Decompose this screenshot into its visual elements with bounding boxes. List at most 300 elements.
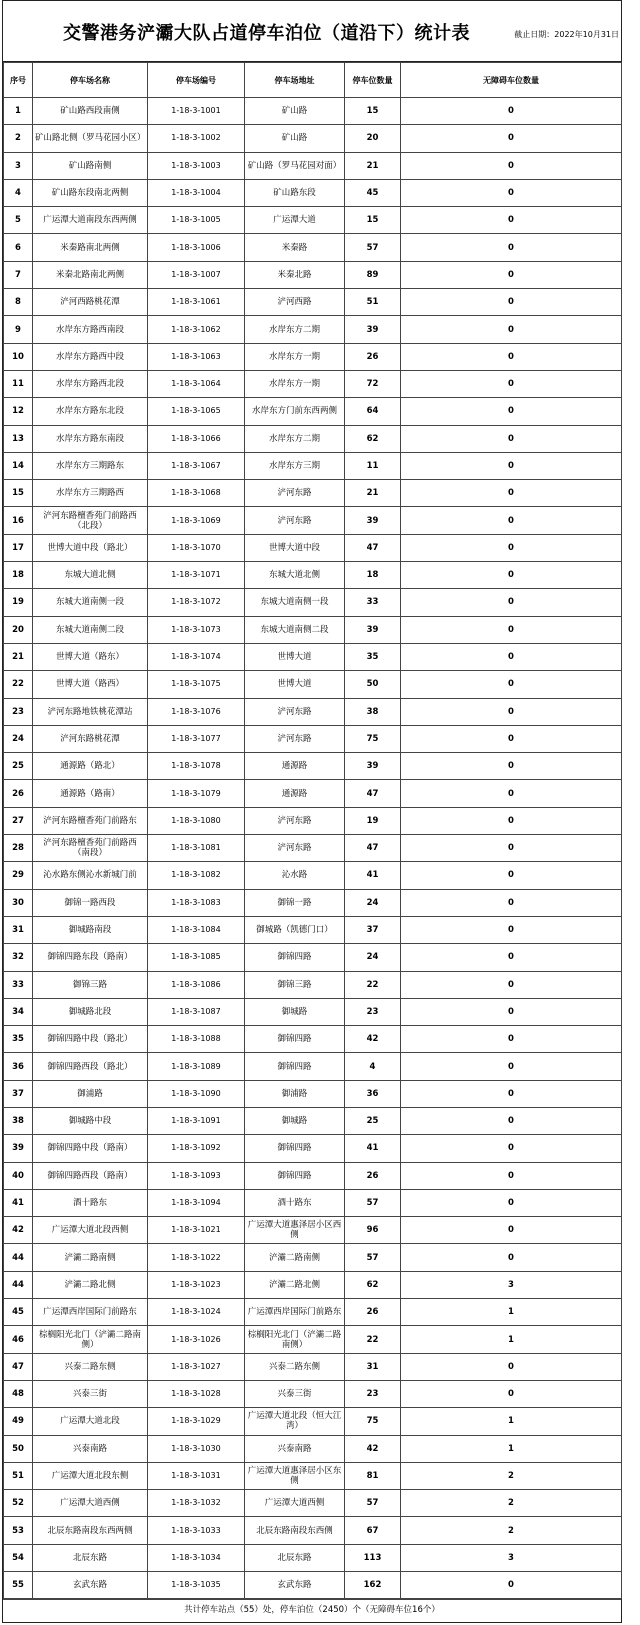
cell-seq: 54 <box>4 1544 33 1571</box>
cell-code: 1-18-3-1070 <box>148 534 245 561</box>
cell-seq: 25 <box>4 753 33 780</box>
cell-seq: 18 <box>4 562 33 589</box>
cell-code: 1-18-3-1069 <box>148 507 245 534</box>
cell-code: 1-18-3-1023 <box>148 1271 245 1298</box>
cell-code: 1-18-3-1066 <box>148 425 245 452</box>
cell-code: 1-18-3-1074 <box>148 643 245 670</box>
cell-spaces: 20 <box>345 125 401 152</box>
cell-spaces: 39 <box>345 753 401 780</box>
cell-code: 1-18-3-1021 <box>148 1217 245 1244</box>
cell-accessible: 0 <box>401 207 622 234</box>
table-row <box>4 289 622 316</box>
cell-spaces: 42 <box>345 1435 401 1462</box>
cell-accessible: 0 <box>401 944 622 971</box>
column-header-address: 停车场地址 <box>245 63 345 98</box>
cell-name: 水岸东方路东南段 <box>33 425 148 452</box>
cell-name: 矿山路东段南北两侧 <box>33 179 148 206</box>
cell-accessible: 0 <box>401 807 622 834</box>
cell-code: 1-18-3-1079 <box>148 780 245 807</box>
cell-address: 矿山路东段 <box>245 179 345 206</box>
cell-address: 广运潭大道西侧 <box>245 1490 345 1517</box>
cell-code: 1-18-3-1005 <box>148 207 245 234</box>
cell-seq: 5 <box>4 207 33 234</box>
cell-name: 浐河东路檀香苑门前路西（北段） <box>33 507 148 534</box>
table-row <box>4 507 622 534</box>
cell-accessible: 0 <box>401 179 622 206</box>
cell-code: 1-18-3-1001 <box>148 98 245 125</box>
cell-address: 浐河东路 <box>245 725 345 752</box>
cell-seq: 12 <box>4 398 33 425</box>
cell-spaces: 26 <box>345 1162 401 1189</box>
cell-address: 水岸东方一期 <box>245 370 345 397</box>
cell-code: 1-18-3-1071 <box>148 562 245 589</box>
cell-code: 1-18-3-1078 <box>148 753 245 780</box>
cell-spaces: 57 <box>345 234 401 261</box>
cell-accessible: 0 <box>401 1107 622 1134</box>
cell-accessible: 0 <box>401 753 622 780</box>
cell-address: 兴泰二路东侧 <box>245 1353 345 1380</box>
cell-name: 米秦路南北两侧 <box>33 234 148 261</box>
cell-spaces: 45 <box>345 179 401 206</box>
cell-address: 兴泰三街 <box>245 1380 345 1407</box>
cell-seq: 33 <box>4 971 33 998</box>
cell-spaces: 75 <box>345 725 401 752</box>
cell-seq: 15 <box>4 480 33 507</box>
table-row <box>4 1462 622 1489</box>
cell-code: 1-18-3-1004 <box>148 179 245 206</box>
cell-address: 御浦路 <box>245 1080 345 1107</box>
cell-seq: 23 <box>4 698 33 725</box>
cell-code: 1-18-3-1073 <box>148 616 245 643</box>
cell-accessible: 0 <box>401 1217 622 1244</box>
cell-seq: 2 <box>4 125 33 152</box>
cell-seq: 34 <box>4 998 33 1025</box>
table-row <box>4 1053 622 1080</box>
cell-code: 1-18-3-1089 <box>148 1053 245 1080</box>
cell-seq: 32 <box>4 944 33 971</box>
cell-accessible: 1 <box>401 1326 622 1353</box>
cell-name: 北辰东路南段东西两侧 <box>33 1517 148 1544</box>
table-row <box>4 1353 622 1380</box>
cell-accessible: 0 <box>401 1353 622 1380</box>
cell-spaces: 47 <box>345 534 401 561</box>
cell-name: 通源路（路南） <box>33 780 148 807</box>
cell-name: 御浦路 <box>33 1080 148 1107</box>
cell-name: 东城大道南侧二段 <box>33 616 148 643</box>
table-row <box>4 1244 622 1271</box>
cell-address: 御锦四路 <box>245 1053 345 1080</box>
statistics-sheet <box>2 0 622 1623</box>
cell-code: 1-18-3-1093 <box>148 1162 245 1189</box>
cell-address: 浐河东路 <box>245 835 345 862</box>
column-header-accessible: 无障碍车位数量 <box>401 63 622 98</box>
cell-name: 御城路北段 <box>33 998 148 1025</box>
cell-spaces: 81 <box>345 1462 401 1489</box>
cell-accessible: 0 <box>401 125 622 152</box>
cell-accessible: 0 <box>401 370 622 397</box>
cell-spaces: 23 <box>345 998 401 1025</box>
cell-address: 酒十路东 <box>245 1189 345 1216</box>
cell-spaces: 67 <box>345 1517 401 1544</box>
cell-accessible: 2 <box>401 1490 622 1517</box>
cell-name: 水岸东方路西中段 <box>33 343 148 370</box>
cell-spaces: 22 <box>345 971 401 998</box>
table-row <box>4 1162 622 1189</box>
table-row <box>4 671 622 698</box>
cell-address: 御城路（凯德门口） <box>245 916 345 943</box>
cell-accessible: 0 <box>401 780 622 807</box>
cell-address: 水岸东方二期 <box>245 425 345 452</box>
cell-accessible: 0 <box>401 862 622 889</box>
cell-code: 1-18-3-1026 <box>148 1326 245 1353</box>
cell-accessible: 0 <box>401 425 622 452</box>
page-title: 交警港务浐灞大队占道停车泊位（道沿下）统计表 <box>63 23 470 44</box>
cell-address: 浐河东路 <box>245 507 345 534</box>
cell-name: 兴泰二路东侧 <box>33 1353 148 1380</box>
cell-spaces: 18 <box>345 562 401 589</box>
cell-code: 1-18-3-1003 <box>148 152 245 179</box>
cell-accessible: 0 <box>401 234 622 261</box>
cell-code: 1-18-3-1035 <box>148 1572 245 1599</box>
cell-seq: 13 <box>4 425 33 452</box>
cell-spaces: 38 <box>345 698 401 725</box>
cell-spaces: 39 <box>345 616 401 643</box>
table-row <box>4 1217 622 1244</box>
cell-spaces: 39 <box>345 316 401 343</box>
cell-address: 世博大道中段 <box>245 534 345 561</box>
table-row <box>4 370 622 397</box>
table-row <box>4 1490 622 1517</box>
cell-name: 浐河东路地铁桃花潭站 <box>33 698 148 725</box>
cell-spaces: 39 <box>345 507 401 534</box>
cell-accessible: 0 <box>401 1026 622 1053</box>
cell-spaces: 64 <box>345 398 401 425</box>
table-header-row <box>4 63 622 98</box>
cell-spaces: 51 <box>345 289 401 316</box>
table-row <box>4 261 622 288</box>
cell-code: 1-18-3-1064 <box>148 370 245 397</box>
cell-address: 矿山路（罗马花园对面） <box>245 152 345 179</box>
cell-name: 沁水路东侧沁水新城门前 <box>33 862 148 889</box>
cell-code: 1-18-3-1032 <box>148 1490 245 1517</box>
cell-name: 御锦三路 <box>33 971 148 998</box>
cell-name: 御锦一路西段 <box>33 889 148 916</box>
cell-seq: 38 <box>4 1107 33 1134</box>
table-row <box>4 152 622 179</box>
cell-accessible: 2 <box>401 1462 622 1489</box>
cell-address: 浐河东路 <box>245 480 345 507</box>
cell-spaces: 33 <box>345 589 401 616</box>
table-row <box>4 616 622 643</box>
cell-accessible: 0 <box>401 507 622 534</box>
cell-address: 广运潭大道惠泽居小区东侧 <box>245 1462 345 1489</box>
cell-code: 1-18-3-1076 <box>148 698 245 725</box>
cell-name: 御锦四路中段（路北） <box>33 1026 148 1053</box>
cell-name: 浐灞二路北侧 <box>33 1271 148 1298</box>
table-row <box>4 1135 622 1162</box>
cell-accessible: 1 <box>401 1408 622 1435</box>
cell-address: 东城大道南侧一段 <box>245 589 345 616</box>
table-row <box>4 971 622 998</box>
cell-address: 北辰东路 <box>245 1544 345 1571</box>
column-header-name: 停车场名称 <box>33 63 148 98</box>
cell-code: 1-18-3-1081 <box>148 835 245 862</box>
cell-spaces: 26 <box>345 1299 401 1326</box>
table-row <box>4 807 622 834</box>
cell-code: 1-18-3-1006 <box>148 234 245 261</box>
cell-seq: 30 <box>4 889 33 916</box>
cell-spaces: 22 <box>345 1326 401 1353</box>
cell-code: 1-18-3-1077 <box>148 725 245 752</box>
cell-name: 矿山路西段南侧 <box>33 98 148 125</box>
cell-spaces: 50 <box>345 671 401 698</box>
cell-name: 通源路（路北） <box>33 753 148 780</box>
cell-address: 矿山路 <box>245 98 345 125</box>
cell-seq: 45 <box>4 1299 33 1326</box>
cell-name: 浐灞二路南侧 <box>33 1244 148 1271</box>
cell-accessible: 3 <box>401 1544 622 1571</box>
cell-spaces: 19 <box>345 807 401 834</box>
cell-accessible: 0 <box>401 261 622 288</box>
cell-accessible: 0 <box>401 889 622 916</box>
cell-accessible: 0 <box>401 98 622 125</box>
table-row <box>4 452 622 479</box>
cell-code: 1-18-3-1083 <box>148 889 245 916</box>
cell-accessible: 0 <box>401 1080 622 1107</box>
cell-accessible: 0 <box>401 1572 622 1599</box>
cell-seq: 49 <box>4 1408 33 1435</box>
cell-seq: 1 <box>4 98 33 125</box>
cell-accessible: 0 <box>401 916 622 943</box>
cell-address: 御城路 <box>245 998 345 1025</box>
cell-spaces: 11 <box>345 452 401 479</box>
cell-address: 世博大道 <box>245 671 345 698</box>
cell-spaces: 62 <box>345 1271 401 1298</box>
cell-seq: 39 <box>4 1135 33 1162</box>
cell-address: 浐河东路 <box>245 698 345 725</box>
cell-accessible: 2 <box>401 1517 622 1544</box>
cell-name: 水岸东方路西南段 <box>33 316 148 343</box>
cell-spaces: 24 <box>345 889 401 916</box>
cell-accessible: 3 <box>401 1271 622 1298</box>
cell-code: 1-18-3-1068 <box>148 480 245 507</box>
cell-accessible: 0 <box>401 589 622 616</box>
cell-code: 1-18-3-1063 <box>148 343 245 370</box>
table-row <box>4 179 622 206</box>
cell-name: 广运潭大道北段西侧 <box>33 1217 148 1244</box>
cell-code: 1-18-3-1022 <box>148 1244 245 1271</box>
cell-spaces: 15 <box>345 207 401 234</box>
cell-seq: 53 <box>4 1517 33 1544</box>
table-body <box>4 98 622 1599</box>
cell-spaces: 24 <box>345 944 401 971</box>
cell-seq: 48 <box>4 1380 33 1407</box>
cell-spaces: 47 <box>345 835 401 862</box>
cell-seq: 7 <box>4 261 33 288</box>
cell-address: 广运潭大道 <box>245 207 345 234</box>
table-row <box>4 1408 622 1435</box>
cell-name: 世博大道（路东） <box>33 643 148 670</box>
cell-name: 浐河东路桃花潭 <box>33 725 148 752</box>
cell-spaces: 96 <box>345 1217 401 1244</box>
cell-name: 浐河东路檀香苑门前路西（南段） <box>33 835 148 862</box>
table-row <box>4 398 622 425</box>
parking-table <box>3 62 622 1599</box>
cell-address: 水岸东方一期 <box>245 343 345 370</box>
cell-seq: 31 <box>4 916 33 943</box>
table-row <box>4 916 622 943</box>
cell-seq: 26 <box>4 780 33 807</box>
table-row <box>4 1299 622 1326</box>
cell-address: 浐河西路 <box>245 289 345 316</box>
table-row <box>4 125 622 152</box>
cell-spaces: 57 <box>345 1189 401 1216</box>
cell-accessible: 0 <box>401 971 622 998</box>
cell-accessible: 0 <box>401 452 622 479</box>
cell-address: 御锦一路 <box>245 889 345 916</box>
cell-spaces: 31 <box>345 1353 401 1380</box>
cell-code: 1-18-3-1062 <box>148 316 245 343</box>
cell-seq: 14 <box>4 452 33 479</box>
table-row <box>4 835 622 862</box>
cell-address: 御锦四路 <box>245 944 345 971</box>
cell-seq: 6 <box>4 234 33 261</box>
cell-seq: 41 <box>4 1189 33 1216</box>
cell-spaces: 25 <box>345 1107 401 1134</box>
cell-seq: 46 <box>4 1326 33 1353</box>
cell-seq: 19 <box>4 589 33 616</box>
cell-seq: 10 <box>4 343 33 370</box>
cell-accessible: 0 <box>401 289 622 316</box>
cell-accessible: 0 <box>401 671 622 698</box>
cell-code: 1-18-3-1087 <box>148 998 245 1025</box>
cell-seq: 37 <box>4 1080 33 1107</box>
cell-code: 1-18-3-1030 <box>148 1435 245 1462</box>
cell-name: 御锦四路中段（路南） <box>33 1135 148 1162</box>
cell-code: 1-18-3-1061 <box>148 289 245 316</box>
column-header-seq: 序号 <box>4 63 33 98</box>
cell-code: 1-18-3-1082 <box>148 862 245 889</box>
cell-accessible: 0 <box>401 152 622 179</box>
cell-spaces: 57 <box>345 1490 401 1517</box>
table-row <box>4 316 622 343</box>
cell-name: 御城路南段 <box>33 916 148 943</box>
cell-code: 1-18-3-1034 <box>148 1544 245 1571</box>
cell-accessible: 0 <box>401 698 622 725</box>
cell-seq: 40 <box>4 1162 33 1189</box>
cell-address: 棕榈阳光北门（浐灞二路南侧） <box>245 1326 345 1353</box>
cell-code: 1-18-3-1072 <box>148 589 245 616</box>
cell-seq: 16 <box>4 507 33 534</box>
cell-seq: 27 <box>4 807 33 834</box>
cell-name: 北辰东路 <box>33 1544 148 1571</box>
cell-code: 1-18-3-1028 <box>148 1380 245 1407</box>
cell-name: 世博大道中段（路北） <box>33 534 148 561</box>
cell-address: 御锦四路 <box>245 1135 345 1162</box>
cell-accessible: 0 <box>401 1135 622 1162</box>
cell-name: 水岸东方三期路东 <box>33 452 148 479</box>
cell-seq: 8 <box>4 289 33 316</box>
cell-spaces: 37 <box>345 916 401 943</box>
cell-spaces: 47 <box>345 780 401 807</box>
table-row <box>4 1026 622 1053</box>
cell-name: 御城路中段 <box>33 1107 148 1134</box>
cell-address: 世博大道 <box>245 643 345 670</box>
cutoff-date-label: 截止日期： <box>514 30 555 39</box>
cell-address: 米秦路 <box>245 234 345 261</box>
cell-name: 世博大道（路西） <box>33 671 148 698</box>
cell-seq: 51 <box>4 1462 33 1489</box>
cell-address: 浐河东路 <box>245 807 345 834</box>
cell-accessible: 0 <box>401 1244 622 1271</box>
cell-address: 广运潭大道北段（恒大江湾） <box>245 1408 345 1435</box>
cell-name: 酒十路东 <box>33 1189 148 1216</box>
cell-spaces: 113 <box>345 1544 401 1571</box>
cell-seq: 28 <box>4 835 33 862</box>
table-row <box>4 780 622 807</box>
cell-spaces: 42 <box>345 1026 401 1053</box>
cell-code: 1-18-3-1075 <box>148 671 245 698</box>
cell-spaces: 41 <box>345 1135 401 1162</box>
table-row <box>4 862 622 889</box>
cell-spaces: 57 <box>345 1244 401 1271</box>
cell-seq: 36 <box>4 1053 33 1080</box>
cell-code: 1-18-3-1091 <box>148 1107 245 1134</box>
cell-name: 广运潭大道北段 <box>33 1408 148 1435</box>
cell-seq: 3 <box>4 152 33 179</box>
cell-spaces: 4 <box>345 1053 401 1080</box>
table-row <box>4 207 622 234</box>
cell-accessible: 0 <box>401 1162 622 1189</box>
cell-spaces: 23 <box>345 1380 401 1407</box>
cell-spaces: 35 <box>345 643 401 670</box>
cell-code: 1-18-3-1085 <box>148 944 245 971</box>
cell-name: 兴泰三街 <box>33 1380 148 1407</box>
cell-address: 兴泰南路 <box>245 1435 345 1462</box>
table-row <box>4 562 622 589</box>
cell-code: 1-18-3-1031 <box>148 1462 245 1489</box>
table-row <box>4 534 622 561</box>
cutoff-date <box>514 29 619 40</box>
cell-seq: 22 <box>4 671 33 698</box>
cell-address: 广运潭西岸国际门前路东 <box>245 1299 345 1326</box>
table-row <box>4 343 622 370</box>
cell-spaces: 15 <box>345 98 401 125</box>
cell-name: 矿山路南侧 <box>33 152 148 179</box>
cell-spaces: 162 <box>345 1572 401 1599</box>
cell-accessible: 0 <box>401 835 622 862</box>
table-row <box>4 1572 622 1599</box>
cell-accessible: 0 <box>401 725 622 752</box>
cell-code: 1-18-3-1090 <box>148 1080 245 1107</box>
cell-name: 玄武东路 <box>33 1572 148 1599</box>
cell-name: 水岸东方路东北段 <box>33 398 148 425</box>
cell-name: 御锦四路东段（路南） <box>33 944 148 971</box>
cell-name: 广运潭西岸国际门前路东 <box>33 1299 148 1326</box>
cell-name: 矿山路北侧（罗马花园小区） <box>33 125 148 152</box>
cell-seq: 42 <box>4 1217 33 1244</box>
cell-accessible: 0 <box>401 998 622 1025</box>
table-row <box>4 98 622 125</box>
cell-name: 浐河西路桃花潭 <box>33 289 148 316</box>
cell-accessible: 1 <box>401 1435 622 1462</box>
cell-accessible: 0 <box>401 616 622 643</box>
table-row <box>4 1544 622 1571</box>
cell-seq: 20 <box>4 616 33 643</box>
cell-address: 水岸东方二期 <box>245 316 345 343</box>
table-row <box>4 589 622 616</box>
cell-accessible: 0 <box>401 1189 622 1216</box>
